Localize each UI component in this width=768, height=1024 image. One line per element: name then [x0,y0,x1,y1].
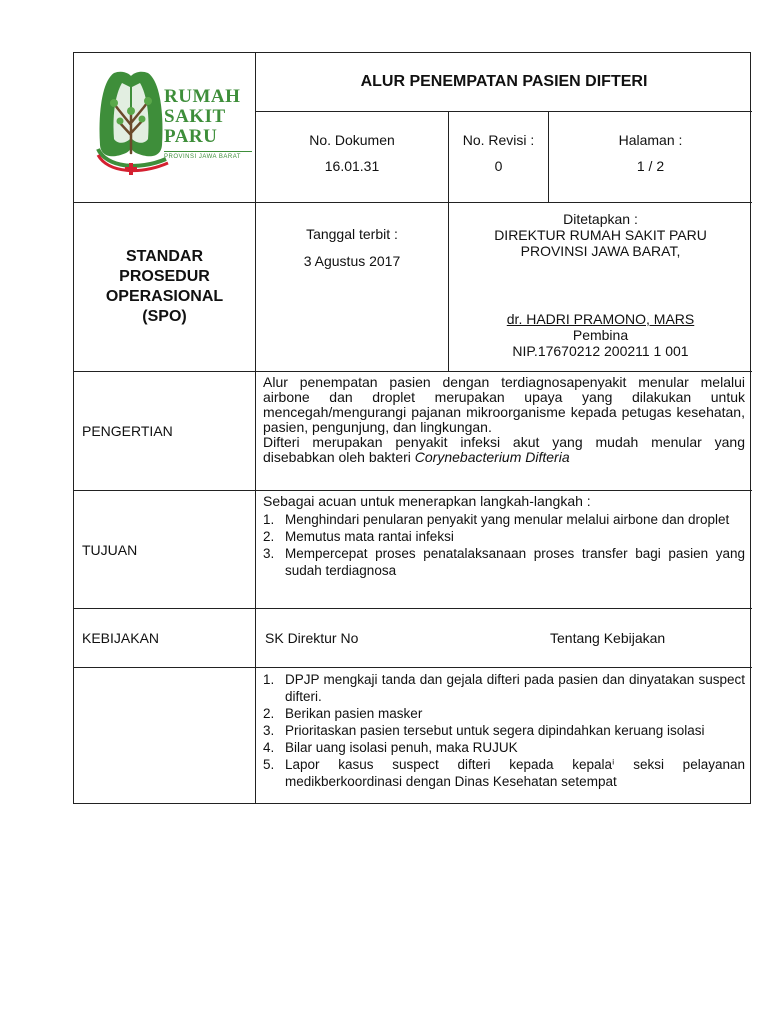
list-item: 2. Berikan pasien masker [263,706,423,721]
tujuan-intro: Sebagai acuan untuk menerapkan langkah-langkah : [263,493,591,509]
list-item: 4. Bilar uang isolasi penuh, maka RUJUK [263,740,518,755]
tujuan-list [263,511,745,579]
ditetapkan-org-2: PROVINSI JAWA BARAT, [520,243,681,259]
tanggal-terbit-cell [256,203,449,372]
logo-text-paru: PARU [164,126,218,147]
ditetapkan-label: Ditetapkan : [563,211,638,227]
pengertian-paragraph-1: Alur penempatan pasien dengan terdiagnosapenyakit menular melalui airbone dan droplet merupakan upaya yang dilakukan untuk mencegah/mengurangi pajanan mikroorganisme kepada petugas kesehatan, pasien, pengunjung, dan lingkungan. [263,374,745,435]
ditetapkan-cell [449,203,752,372]
spo-heading [74,203,256,372]
kebijakan-sk: SK Direktur No [265,629,359,646]
terbit-value: 3 Agustus 2017 [303,253,401,269]
halaman-value: 1 / 2 [636,158,665,174]
list-item: 3. Mempercepat proses penatalaksanaan proses transfer bagi pasien yang sudah terdiagnosa [263,546,745,578]
spo-line-2: PROSEDUR [119,268,210,285]
kebijakan-content [256,609,752,668]
pengertian-content [256,372,752,491]
list-item: 5. Lapor kasus suspect difteri kepada kepalaⁱ seksi pelayanan medikberkoordinasi dengan Dinas Kesehatan setempat [263,757,745,789]
bacteria-name: Corynebacterium Difteria [414,449,570,465]
prosedur-content [256,668,752,804]
spo-line-1: STANDAR [125,248,204,265]
logo-tagline: PROVINSI JAWA BARAT [164,154,241,160]
halaman-cell [549,112,752,203]
list-item: 3. Prioritaskan pasien tersebut untuk segera dipindahkan keruang isolasi [263,723,705,738]
tujuan-label: TUJUAN [74,491,256,609]
dokumen-value: 16.01.31 [324,158,380,174]
signer-name: dr. HADRI PRAMONO, MARS [506,311,695,327]
list-item: 2. Memutus mata rantai infeksi [263,529,454,544]
halaman-label: Halaman : [618,132,683,148]
logo-text-rumah: RUMAH [164,86,241,107]
kebijakan-tentang: Tentang Kebijakan [550,629,666,646]
revisi-value: 0 [494,158,503,174]
prosedur-label [74,668,256,804]
signer-nip: NIP.17670212 200211 1 001 [512,343,689,359]
terbit-label: Tanggal terbit : [306,226,398,242]
tujuan-content [256,491,752,609]
prosedur-list [263,671,745,790]
spo-line-4: (SPO) [142,308,187,325]
ditetapkan-org-1: DIREKTUR RUMAH SAKIT PARU [494,227,707,243]
signer-rank: Pembina [572,327,629,343]
spo-document [73,52,751,804]
revisi-cell [449,112,549,203]
pengertian-paragraph-2: Difteri merupakan penyakit infeksi akut yang mudah menular yang disebabkan oleh bakteri Corynebacterium Difteria [263,434,745,465]
dokumen-label: No. Dokumen [309,132,395,148]
kebijakan-label: KEBIJAKAN [74,609,256,668]
hospital-logo [74,53,256,203]
list-item: 1. DPJP mengkaji tanda dan gejala difteri pada pasien dan dinyatakan suspect difteri. [263,672,745,704]
logo-text-sakit: SAKIT [164,106,226,127]
dokumen-cell [256,112,449,203]
list-item: 1. Menghindari penularan penyakit yang menular melalui airbone dan droplet [263,512,730,527]
document-title: ALUR PENEMPATAN PASIEN DIFTERI [256,53,752,112]
pengertian-label: PENGERTIAN [74,372,256,491]
spo-line-3: OPERASIONAL [105,288,224,305]
revisi-label: No. Revisi : [462,132,535,148]
